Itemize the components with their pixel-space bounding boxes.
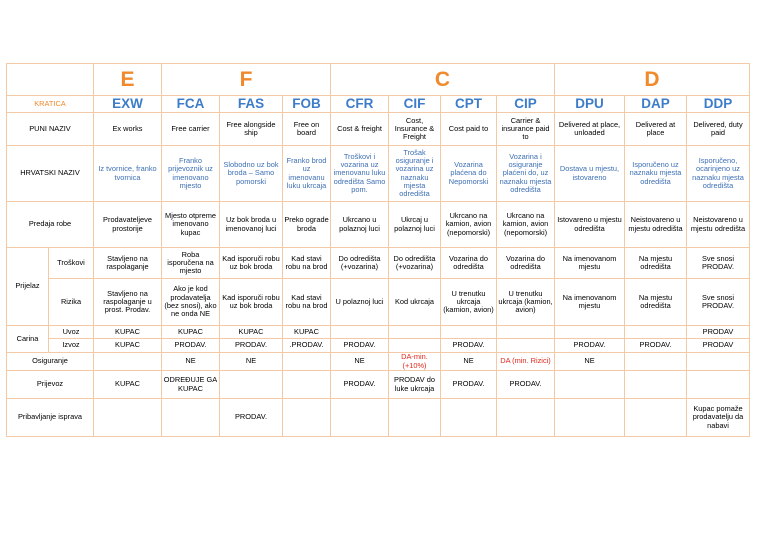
puni-naziv-cell: Free carrier: [162, 113, 220, 146]
osiguranje-cell-highlight: DA-min. (+10%): [389, 353, 441, 371]
troskovi-cell: Vozarina do odredišta: [441, 248, 497, 279]
predaja-robe-cell: Uz bok broda u imenovanoj luci: [220, 202, 283, 248]
uvoz-cell: KUPAC: [162, 326, 220, 339]
rizika-cell: U trenutku ukrcaja (kamion, avion): [497, 279, 555, 326]
code-fas: FAS: [220, 96, 283, 113]
uvoz-cell: [497, 326, 555, 339]
code-row: [7, 96, 750, 113]
predaja-robe-cell: Preko ograde broda: [283, 202, 331, 248]
pribavljanje-isprava-cell: [625, 399, 687, 437]
rizika-cell: Na mjestu odredišta: [625, 279, 687, 326]
izvoz-cell: [497, 339, 555, 353]
uvoz-cell: KUPAC: [283, 326, 331, 339]
rizika-cell: U trenutku ukrcaja (kamion, avion): [441, 279, 497, 326]
troskovi-cell: Do odredišta (+vozarina): [389, 248, 441, 279]
code-cpt: CPT: [441, 96, 497, 113]
osiguranje-cell: NE: [441, 353, 497, 371]
troskovi-cell: Kad stavi robu na brod: [283, 248, 331, 279]
uvoz-cell: [441, 326, 497, 339]
izvoz-cell: [389, 339, 441, 353]
row-label-pribavljanje-isprava: Pribavljanje isprava: [7, 399, 94, 437]
predaja-robe-cell: Neistovareno u mjestu odredišta: [687, 202, 750, 248]
row-uvoz: [7, 326, 750, 339]
row-label-carina: Carina: [7, 326, 49, 353]
code-fca: FCA: [162, 96, 220, 113]
pribavljanje-isprava-cell: [497, 399, 555, 437]
row-izvoz: [7, 339, 750, 353]
pribavljanje-isprava-cell: [441, 399, 497, 437]
predaja-robe-cell: Neistovareno u mjestu odredišta: [625, 202, 687, 248]
izvoz-cell: PRODAV.: [441, 339, 497, 353]
izvoz-cell: PRODAV.: [162, 339, 220, 353]
izvoz-cell: PRODAV.: [220, 339, 283, 353]
prijevoz-cell: [283, 371, 331, 399]
row-osiguranje: [7, 353, 750, 371]
izvoz-cell: .PRODAV.: [283, 339, 331, 353]
osiguranje-cell: NE: [555, 353, 625, 371]
uvoz-cell: KUPAC: [94, 326, 162, 339]
troskovi-cell: Sve snosi PRODAV.: [687, 248, 750, 279]
group-d: D: [555, 64, 750, 96]
row-label-prijevoz: Prijevoz: [7, 371, 94, 399]
row-label-puni-naziv: PUNI NAZIV: [7, 113, 94, 146]
troskovi-cell: Do odredišta (+vozarina): [331, 248, 389, 279]
code-dpu: DPU: [555, 96, 625, 113]
row-label-uvoz: Uvoz: [49, 326, 94, 339]
puni-naziv-cell: Cost paid to: [441, 113, 497, 146]
row-label-hrvatski-naziv: HRVATSKI NAZIV: [7, 146, 94, 202]
row-hrvatski-naziv: [7, 146, 750, 202]
puni-naziv-cell: Cost, Insurance & Freight: [389, 113, 441, 146]
hrvatski-naziv-cell: Slobodno uz bok broda – Samo pomorski: [220, 146, 283, 202]
pribavljanje-isprava-cell: [389, 399, 441, 437]
hrvatski-naziv-cell: Isporučeno, ocarinjeno uz naznaku mjesta odredišta: [687, 146, 750, 202]
rizika-cell: Stavljeno na raspolaganje u prost. Prodav.: [94, 279, 162, 326]
prijevoz-cell: ODREĐUJE GA KUPAC: [162, 371, 220, 399]
osiguranje-cell: [94, 353, 162, 371]
pribavljanje-isprava-cell: Kupac pomaže prodavatelju da nabavi: [687, 399, 750, 437]
osiguranje-cell: [687, 353, 750, 371]
pribavljanje-isprava-cell: PRODAV.: [220, 399, 283, 437]
row-label-predaja-robe: Predaja robe: [7, 202, 94, 248]
izvoz-cell: PRODAV: [687, 339, 750, 353]
osiguranje-cell: [283, 353, 331, 371]
rizika-cell: Ako je kod prodavatelja (bez snosi), ako ne onda NE: [162, 279, 220, 326]
code-dap: DAP: [625, 96, 687, 113]
prijevoz-cell: [220, 371, 283, 399]
hrvatski-naziv-cell: Franko prijevoznik uz imenovano mjesto: [162, 146, 220, 202]
puni-naziv-cell: Carrier & insurance paid to: [497, 113, 555, 146]
izvoz-cell: PRODAV.: [555, 339, 625, 353]
troskovi-cell: Roba isporučena na mjesto: [162, 248, 220, 279]
prijevoz-cell: PRODAV.: [497, 371, 555, 399]
row-pribavljanje-isprava: [7, 399, 750, 437]
rizika-cell: Sve snosi PRODAV.: [687, 279, 750, 326]
troskovi-cell: Vozarina do odredišta: [497, 248, 555, 279]
uvoz-cell: [331, 326, 389, 339]
hrvatski-naziv-cell: Iz tvornice, franko tvornica: [94, 146, 162, 202]
prijevoz-cell: KUPAC: [94, 371, 162, 399]
puni-naziv-cell: Delivered at place, unloaded: [555, 113, 625, 146]
row-label-osiguranje: Osiguranje: [7, 353, 94, 371]
predaja-robe-cell: Ukrcano na kamion, avion (nepomorski): [441, 202, 497, 248]
row-label-izvoz: Izvoz: [49, 339, 94, 353]
izvoz-cell: KUPAC: [94, 339, 162, 353]
group-f: F: [162, 64, 331, 96]
prijevoz-cell: PRODAV.: [441, 371, 497, 399]
pribavljanje-isprava-cell: [162, 399, 220, 437]
predaja-robe-cell: Ukrcano na kamion, avion (nepomorski): [497, 202, 555, 248]
prijevoz-cell: [555, 371, 625, 399]
puni-naziv-cell: Cost & freight: [331, 113, 389, 146]
prijevoz-cell: [687, 371, 750, 399]
group-row: [7, 64, 750, 96]
prijevoz-cell: PRODAV.: [331, 371, 389, 399]
osiguranje-cell: [625, 353, 687, 371]
osiguranje-cell: NE: [162, 353, 220, 371]
predaja-robe-cell: Istovareno u mjestu odredišta: [555, 202, 625, 248]
uvoz-cell: PRODAV: [687, 326, 750, 339]
troskovi-cell: Na imenovanom mjestu: [555, 248, 625, 279]
izvoz-cell: PRODAV.: [625, 339, 687, 353]
osiguranje-cell-highlight: DA (min. Rizici): [497, 353, 555, 371]
rizika-cell: Kad stavi robu na brod: [283, 279, 331, 326]
uvoz-cell: KUPAC: [220, 326, 283, 339]
group-c: C: [331, 64, 555, 96]
uvoz-cell: [389, 326, 441, 339]
hrvatski-naziv-cell: Isporučeno uz naznaku mjesta odredišta: [625, 146, 687, 202]
hrvatski-naziv-cell: Vozarina plaćena do Nepomorski: [441, 146, 497, 202]
group-corner-cell: [7, 64, 94, 96]
row-puni-naziv: [7, 113, 750, 146]
rizika-cell: U polaznoj luci: [331, 279, 389, 326]
osiguranje-cell: NE: [220, 353, 283, 371]
rizika-cell: Kad isporuči robu uz bok broda: [220, 279, 283, 326]
osiguranje-cell: NE: [331, 353, 389, 371]
row-label-rizika: Rizika: [49, 279, 94, 326]
pribavljanje-isprava-cell: [94, 399, 162, 437]
puni-naziv-cell: Delivered, duty paid: [687, 113, 750, 146]
pribavljanje-isprava-cell: [331, 399, 389, 437]
row-predaja-robe: [7, 202, 750, 248]
puni-naziv-cell: Ex works: [94, 113, 162, 146]
uvoz-cell: [555, 326, 625, 339]
code-cip: CIP: [497, 96, 555, 113]
izvoz-cell: PRODAV.: [331, 339, 389, 353]
hrvatski-naziv-cell: Vozarina i osiguranje plaćeni do, uz naznaku mjesta odredišta: [497, 146, 555, 202]
predaja-robe-cell: Prodavateljeve prostorije: [94, 202, 162, 248]
predaja-robe-cell: Ukrcano u polaznoj luci: [331, 202, 389, 248]
rizika-cell: Kod ukrcaja: [389, 279, 441, 326]
code-cfr: CFR: [331, 96, 389, 113]
incoterms-table: [6, 63, 750, 437]
troskovi-cell: Na mjestu odredišta: [625, 248, 687, 279]
puni-naziv-cell: Free alongside ship: [220, 113, 283, 146]
code-cif: CIF: [389, 96, 441, 113]
hrvatski-naziv-cell: Franko brod uz imenovanu luku ukrcaja: [283, 146, 331, 202]
code-fob: FOB: [283, 96, 331, 113]
code-ddp: DDP: [687, 96, 750, 113]
group-e: E: [94, 64, 162, 96]
troskovi-cell: Stavljeno na raspolaganje: [94, 248, 162, 279]
hrvatski-naziv-cell: Troškovi i vozarina uz imenovanu luku odredišta Samo pom.: [331, 146, 389, 202]
kratica-label: KRATICA: [7, 96, 94, 113]
hrvatski-naziv-cell: Dostava u mjestu, istovareno: [555, 146, 625, 202]
prijevoz-cell: PRODAV do luke ukrcaja: [389, 371, 441, 399]
predaja-robe-cell: Mjesto otpreme imenovano kupac: [162, 202, 220, 248]
row-rizika: [7, 279, 750, 326]
row-label-troskovi: Troškovi: [49, 248, 94, 279]
row-label-prijelaz: Prijelaz: [7, 248, 49, 326]
prijevoz-cell: [625, 371, 687, 399]
uvoz-cell: [625, 326, 687, 339]
troskovi-cell: Kad isporuči robu uz bok broda: [220, 248, 283, 279]
rizika-cell: Na imenovanom mjestu: [555, 279, 625, 326]
puni-naziv-cell: Free on board: [283, 113, 331, 146]
row-prijevoz: [7, 371, 750, 399]
code-exw: EXW: [94, 96, 162, 113]
pribavljanje-isprava-cell: [555, 399, 625, 437]
puni-naziv-cell: Delivered at place: [625, 113, 687, 146]
pribavljanje-isprava-cell: [283, 399, 331, 437]
predaja-robe-cell: Ukrcaj u polaznoj luci: [389, 202, 441, 248]
row-troskovi: [7, 248, 750, 279]
hrvatski-naziv-cell: Trošak osiguranje i vozarina uz naznaku mjesta odredišta: [389, 146, 441, 202]
incoterms-table-wrapper: [6, 63, 750, 437]
